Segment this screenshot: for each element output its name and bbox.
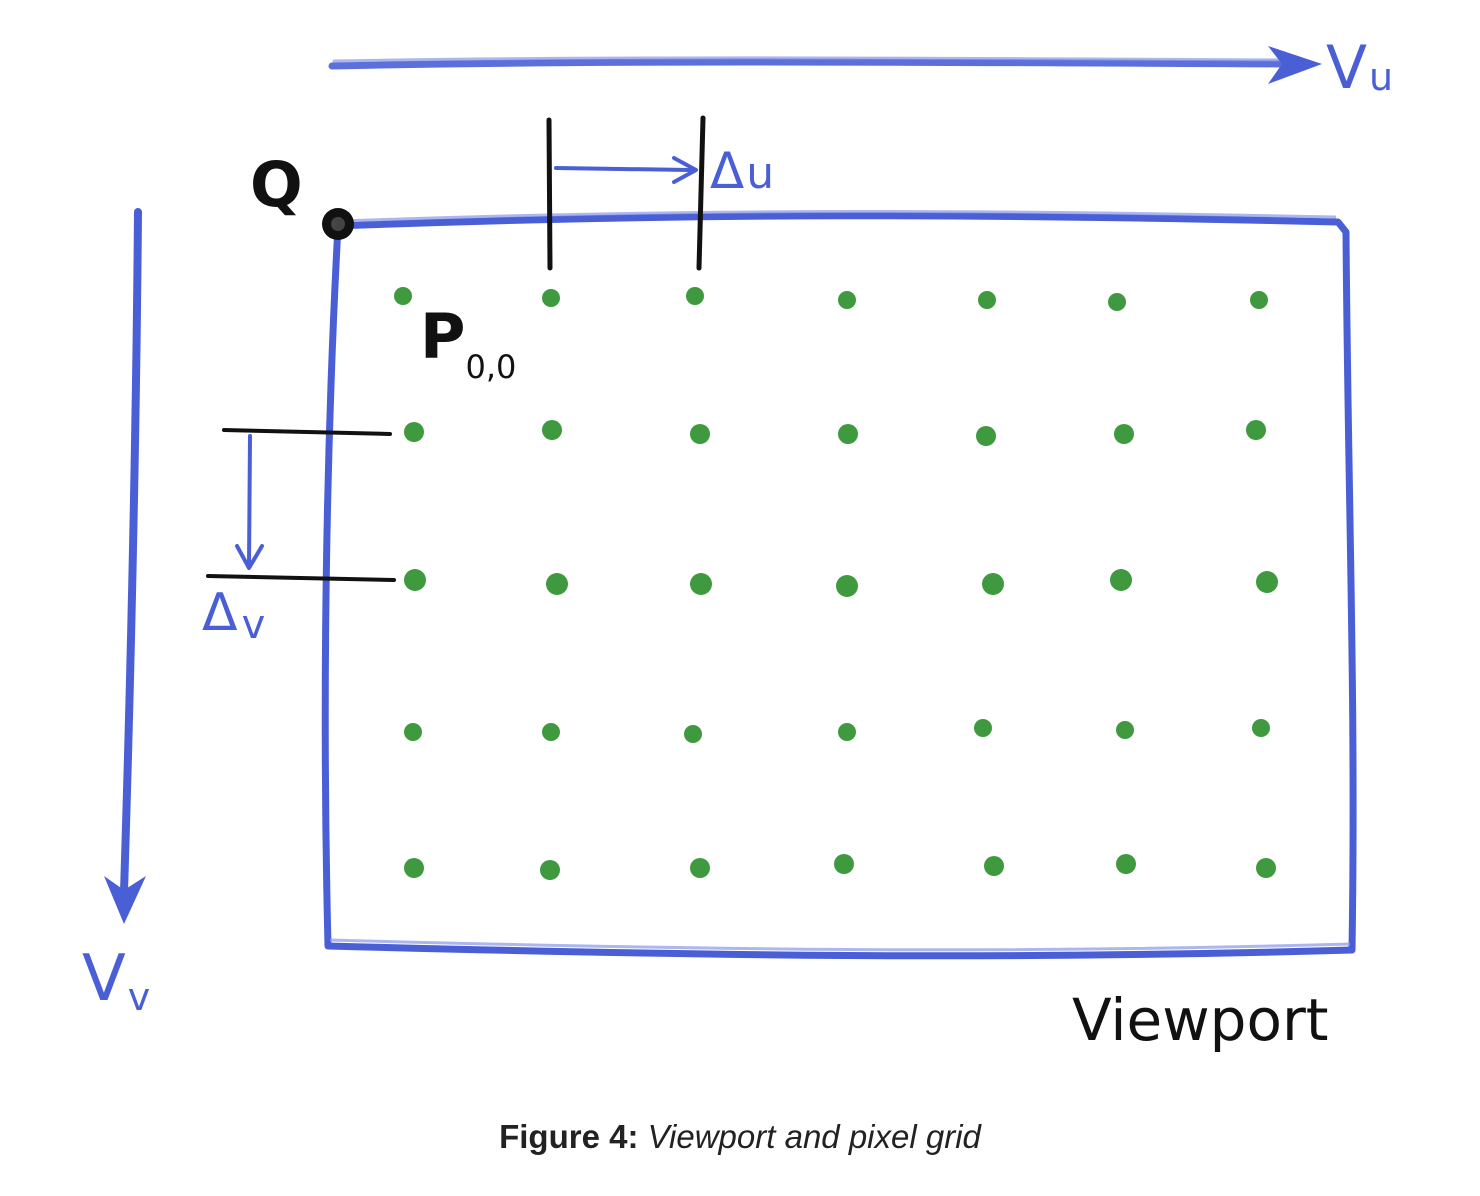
pixel-dot-r0-c3 — [838, 291, 856, 309]
pixel-dot-r1-c6 — [1246, 420, 1266, 440]
figure-caption-label: Figure 4: — [499, 1118, 639, 1155]
vv-label: Vv — [82, 942, 151, 1019]
pixel-dot-r0-c1 — [542, 289, 560, 307]
pixel-dot-r4-c6 — [1256, 858, 1276, 878]
pixel-dot-r3-c5 — [1116, 721, 1134, 739]
pixel-dot-r0-c2 — [686, 287, 704, 305]
vu-axis-line — [332, 62, 1290, 66]
pixel-dot-r0-c0 — [394, 287, 412, 305]
pixel-dot-r0-c6 — [1250, 291, 1268, 309]
pixel-dot-r4-c3 — [834, 854, 854, 874]
pixel-dot-r1-c0 — [404, 422, 424, 442]
dv-label: Δ v — [202, 583, 266, 648]
figure-caption — [0, 1118, 1480, 1156]
q-label: Q — [250, 148, 303, 221]
du-arrow-line — [556, 168, 690, 170]
pixel-dot-r1-c4 — [976, 426, 996, 446]
pixel-dot-r3-c3 — [838, 723, 856, 741]
dv-tick-bottom — [208, 576, 394, 580]
pixel-dot-r2-c0 — [404, 569, 426, 591]
pixel-dot-r2-c4 — [982, 573, 1004, 595]
dv-arrow-line — [249, 436, 250, 566]
pixel-dot-r3-c2 — [684, 725, 702, 743]
du-label: Δu — [710, 142, 775, 200]
viewport-label: Viewport — [1072, 986, 1329, 1054]
pixel-dot-r4-c0 — [404, 858, 424, 878]
pixel-dot-r1-c2 — [690, 424, 710, 444]
dv-tick-top — [224, 430, 390, 434]
pixel-dot-r2-c5 — [1110, 569, 1132, 591]
q-point-inner — [331, 217, 345, 231]
vu-label: Vu — [1326, 33, 1394, 103]
pixel-dot-r2-c2 — [690, 573, 712, 595]
pixel-dot-r1-c3 — [838, 424, 858, 444]
pixel-dot-r1-c5 — [1114, 424, 1134, 444]
pixel-dot-r4-c2 — [690, 858, 710, 878]
pixel-dot-r0-c4 — [978, 291, 996, 309]
pixel-dot-r1-c1 — [542, 420, 562, 440]
du-tick-right — [699, 118, 703, 268]
pixel-dot-r4-c5 — [1116, 854, 1136, 874]
pixel-dot-r2-c6 — [1256, 571, 1278, 593]
pixel-grid — [394, 287, 1278, 880]
pixel-dot-r2-c1 — [546, 573, 568, 595]
du-tick-left — [549, 120, 550, 268]
pixel-dot-r0-c5 — [1108, 293, 1126, 311]
pixel-dot-r3-c0 — [404, 723, 422, 741]
figure-caption-text: Viewport and pixel grid — [647, 1118, 981, 1155]
pixel-dot-r4-c1 — [540, 860, 560, 880]
pixel-dot-r3-c6 — [1252, 719, 1270, 737]
pixel-dot-r4-c4 — [984, 856, 1004, 876]
p00-label: $P_{0,0}$ — [420, 300, 517, 386]
pixel-dot-r3-c1 — [542, 723, 560, 741]
pixel-dot-r2-c3 — [836, 575, 858, 597]
vv-axis-line — [124, 212, 138, 892]
pixel-dot-r3-c4 — [974, 719, 992, 737]
